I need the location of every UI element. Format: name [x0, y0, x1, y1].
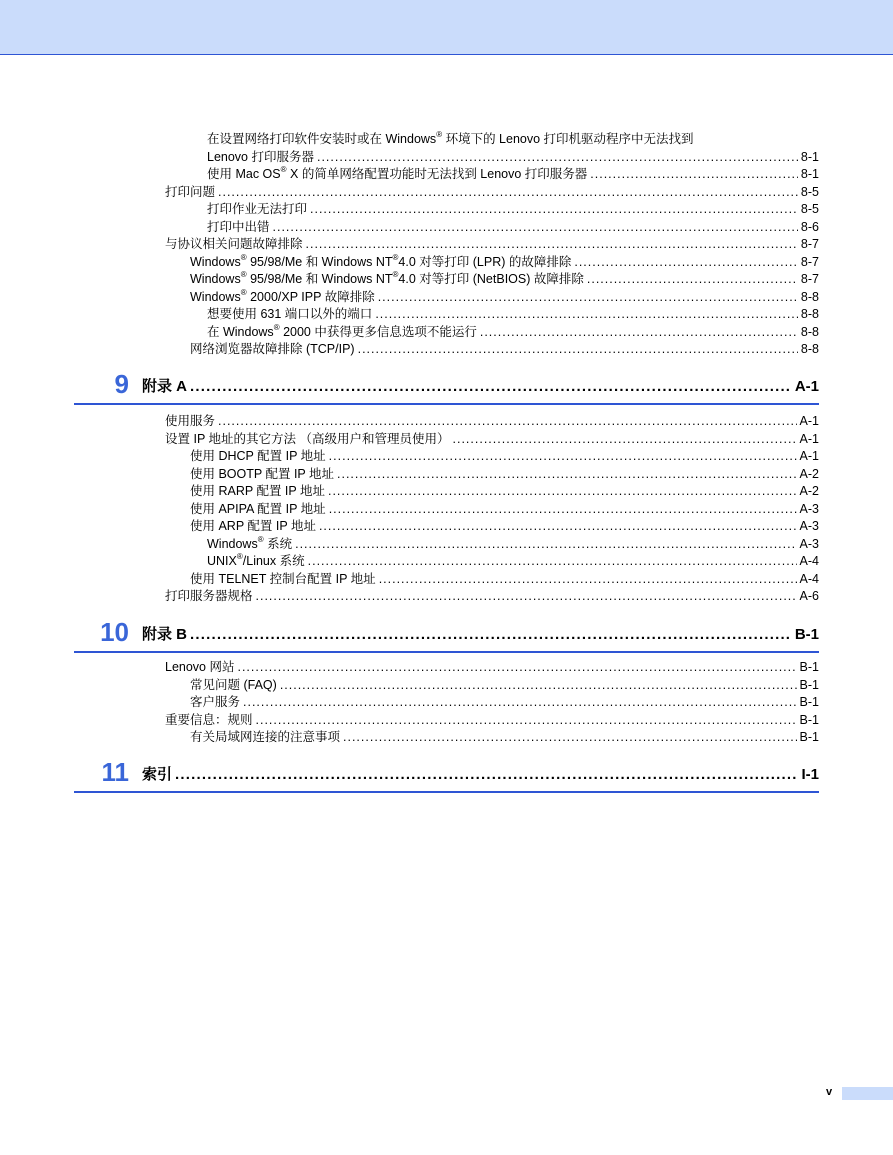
toc-entry-title: 使用 Mac OS® X 的简单网络配置功能时无法找到 Lenovo 打印服务器	[207, 164, 588, 181]
chapter-page: A-1	[794, 378, 819, 395]
toc-entry-title: 在 Windows® 2000 中获得更多信息选项不能运行	[207, 322, 477, 339]
toc-entry-page: 8-5	[800, 185, 819, 199]
toc-entry[interactable]	[207, 219, 819, 236]
toc-entry[interactable]	[165, 236, 819, 253]
toc-entry-page: 8-8	[800, 342, 819, 356]
chapter-heading[interactable]	[74, 369, 819, 405]
toc-entry[interactable]	[190, 466, 819, 483]
toc-entry[interactable]	[207, 553, 819, 570]
toc-entry[interactable]	[190, 677, 819, 694]
chapter-number: 11	[101, 757, 129, 787]
leader-dots	[308, 553, 797, 570]
chapter-number: 9	[114, 369, 129, 399]
toc-entry[interactable]	[207, 149, 819, 166]
toc-entry-title: 使用服务	[165, 414, 216, 428]
toc-entry-title: Windows® 95/98/Me 和 Windows NT®4.0 对等打印 (NetBIOS) 故障排除	[190, 269, 584, 286]
toc-entry[interactable]	[190, 341, 819, 358]
leader-dots	[329, 448, 797, 465]
toc-entry-page: 8-5	[800, 202, 819, 216]
toc-entry-title: Windows® 95/98/Me 和 Windows NT®4.0 对等打印 (LPR) 的故障排除	[190, 252, 572, 269]
toc-entry-page: 8-7	[800, 237, 819, 251]
page-number: v	[826, 1086, 833, 1098]
leader-dots	[590, 166, 798, 183]
toc-entry-title: 打印作业无法打印	[207, 202, 308, 216]
toc-entry[interactable]	[207, 166, 819, 183]
toc-entry-page: A-4	[799, 572, 819, 586]
toc-entry-title: 使用 BOOTP 配置 IP 地址	[190, 467, 335, 481]
leader-dots	[190, 625, 792, 645]
toc-entry[interactable]	[165, 659, 819, 676]
chapter-title: 索引	[142, 766, 173, 783]
toc-entry-page: A-3	[799, 519, 819, 533]
leader-dots	[306, 236, 798, 253]
toc-entry-page: B-1	[799, 713, 819, 727]
leader-dots	[337, 466, 797, 483]
toc-entry-page: 8-8	[800, 307, 819, 321]
leader-dots	[243, 694, 797, 711]
toc-entry[interactable]	[165, 431, 819, 448]
toc-entry-page: A-4	[799, 554, 819, 568]
leader-dots	[329, 501, 797, 518]
toc-entry[interactable]	[190, 694, 819, 711]
leader-dots	[587, 271, 798, 288]
chapter-entry	[142, 765, 819, 785]
toc-entry-page: B-1	[799, 678, 819, 692]
toc-entry-page: A-3	[799, 502, 819, 516]
toc-entry[interactable]	[190, 729, 819, 746]
toc-entry-title: 想要使用 631 端口以外的端口	[207, 307, 373, 321]
leader-dots	[273, 219, 798, 236]
toc-entry-title: 常见问题 (FAQ)	[190, 678, 277, 692]
toc-entry-title: UNIX®/Linux 系统	[207, 551, 305, 568]
toc-entry-page: 8-1	[800, 150, 819, 164]
toc-entry-page: B-1	[799, 695, 819, 709]
chapter-entry	[142, 625, 819, 645]
leader-dots	[175, 765, 798, 785]
chapter-number: 10	[100, 617, 129, 647]
toc-entry-page: A-1	[799, 432, 819, 446]
toc-entry-title: 网络浏览器故障排除 (TCP/IP)	[190, 342, 355, 356]
chapter-title: 附录 B	[142, 626, 188, 643]
toc-entry[interactable]	[165, 712, 819, 729]
toc-entry-title: Windows® 系统	[207, 534, 293, 551]
chapter-entry	[142, 377, 819, 397]
toc-entry-title: 重要信息：规则	[165, 713, 253, 727]
toc-entry-page: A-6	[799, 589, 819, 603]
toc-entry[interactable]	[207, 324, 819, 341]
leader-dots	[295, 536, 796, 553]
toc-entry-title[interactable]: 在设置网络打印软件安装时或在 Windows® 环境下的 Lenovo 打印机驱动程序中无法找到	[207, 129, 694, 146]
toc-entry[interactable]	[165, 588, 819, 605]
toc-entry[interactable]	[190, 571, 819, 588]
toc-entry[interactable]	[190, 289, 819, 306]
toc-entry-page: A-2	[799, 484, 819, 498]
toc-entry-title: 有关局域网连接的注意事项	[190, 730, 341, 744]
leader-dots	[317, 149, 798, 166]
toc-entry-title: 打印服务器规格	[165, 589, 253, 603]
toc-entry-title: 打印问题	[165, 185, 216, 199]
toc-entry-title: 使用 DHCP 配置 IP 地址	[190, 449, 326, 463]
toc-entry[interactable]	[207, 536, 819, 553]
toc-entry-page: A-1	[799, 414, 819, 428]
toc-entry-title: Windows® 2000/XP IPP 故障排除	[190, 287, 375, 304]
header-band	[0, 0, 893, 55]
leader-dots	[343, 729, 797, 746]
toc-entry[interactable]	[190, 254, 819, 271]
toc-entry-title: 使用 APIPA 配置 IP 地址	[190, 502, 326, 516]
toc-entry-title: 客户服务	[190, 695, 241, 709]
toc-entry[interactable]	[207, 201, 819, 218]
chapter-heading[interactable]	[74, 617, 819, 653]
toc-entry-title: 设置 IP 地址的其它方法 （高级用户和管理员使用）	[165, 432, 450, 446]
chapter-title: 附录 A	[142, 378, 188, 395]
toc-entry-page: 8-6	[800, 220, 819, 234]
leader-dots	[480, 324, 798, 341]
toc-entry-page: 8-8	[800, 290, 819, 304]
toc-entry-page: A-2	[799, 467, 819, 481]
toc-entry-title: 打印中出错	[207, 220, 270, 234]
toc-entry[interactable]	[165, 184, 819, 201]
leader-dots	[280, 677, 797, 694]
toc-entry-title: 使用 ARP 配置 IP 地址	[190, 519, 316, 533]
toc-entry-page: B-1	[799, 730, 819, 744]
leader-dots	[328, 483, 797, 500]
leader-dots	[237, 659, 796, 676]
toc-entry-title: Lenovo 打印服务器	[207, 150, 314, 164]
toc-entry[interactable]	[190, 518, 819, 535]
chapter-page: I-1	[801, 766, 819, 783]
leader-dots	[218, 413, 797, 430]
toc-entry-page: 8-7	[800, 255, 819, 269]
leader-dots	[453, 431, 797, 448]
toc-entry-page: A-1	[799, 449, 819, 463]
chapter-page: B-1	[794, 626, 819, 643]
leader-dots	[256, 588, 797, 605]
leader-dots	[378, 289, 798, 306]
toc-entry[interactable]	[207, 306, 819, 323]
chapter-heading[interactable]	[74, 757, 819, 793]
toc-entry[interactable]	[190, 483, 819, 500]
leader-dots	[358, 341, 798, 358]
toc-entry[interactable]	[165, 413, 819, 430]
leader-dots	[310, 201, 798, 218]
leader-dots	[375, 306, 798, 323]
leader-dots	[218, 184, 798, 201]
leader-dots	[574, 254, 798, 271]
toc-entry[interactable]	[190, 501, 819, 518]
toc-entry-page: 8-8	[800, 325, 819, 339]
toc-entry[interactable]	[190, 271, 819, 288]
toc-entry-title: 使用 RARP 配置 IP 地址	[190, 484, 325, 498]
leader-dots	[190, 377, 792, 397]
toc-entry-title: Lenovo 网站	[165, 660, 235, 674]
toc-entry-title: 与协议相关问题故障排除	[165, 237, 303, 251]
leader-dots	[319, 518, 797, 535]
leader-dots	[256, 712, 797, 729]
footer-tab	[842, 1087, 893, 1100]
toc-entry-page: A-3	[799, 537, 819, 551]
toc-entry[interactable]	[190, 448, 819, 465]
toc-entry-page: 8-7	[800, 272, 819, 286]
toc-entry-title: 使用 TELNET 控制台配置 IP 地址	[190, 572, 376, 586]
toc-entry-page: B-1	[799, 660, 819, 674]
leader-dots	[379, 571, 797, 588]
toc-entry-page: 8-1	[800, 167, 819, 181]
